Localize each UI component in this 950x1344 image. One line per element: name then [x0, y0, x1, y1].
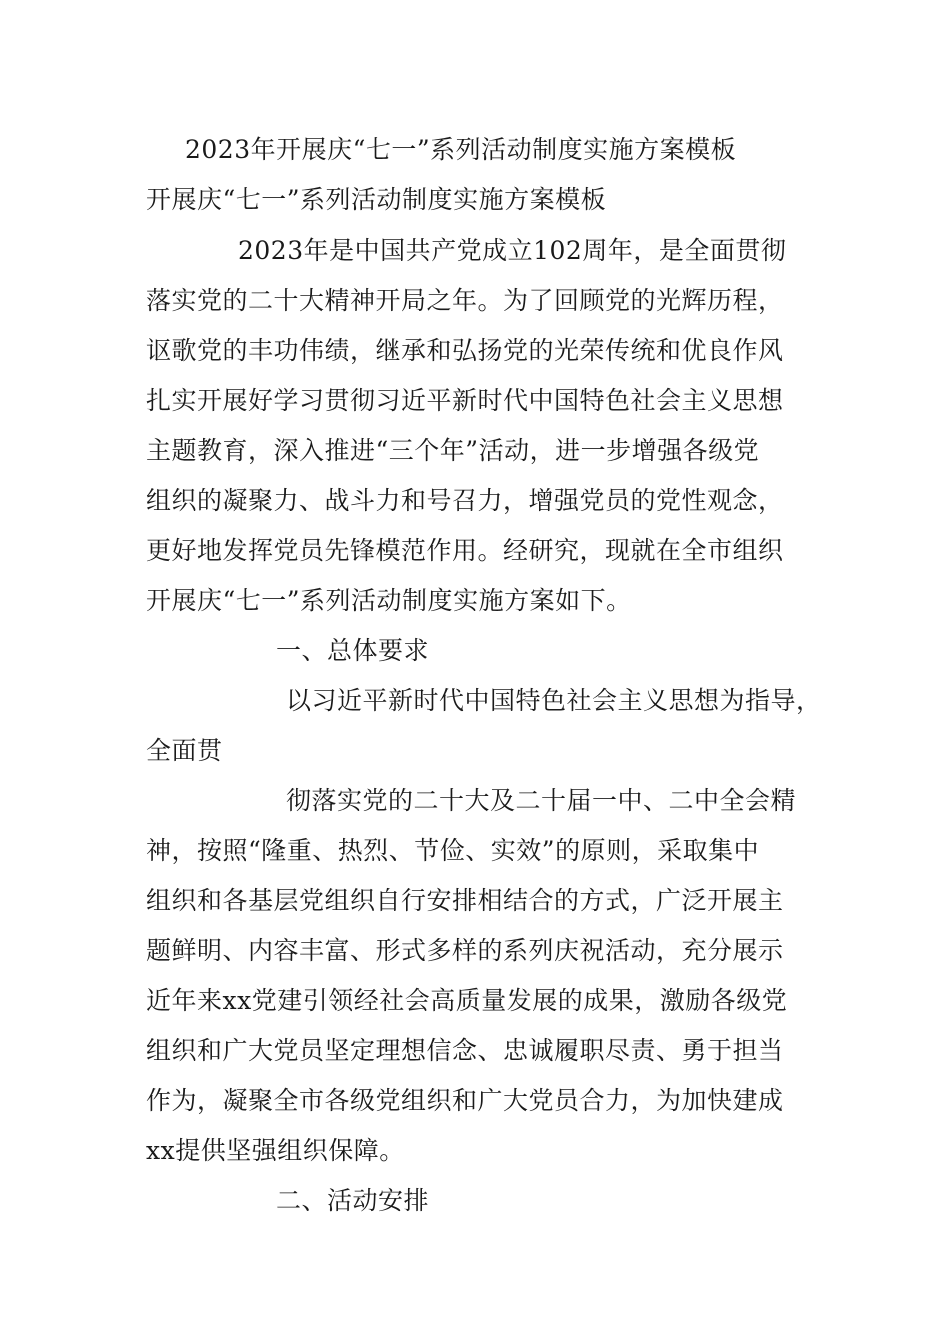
section1-line: 彻落实党的二十大及二十届一中、二中全会精 [286, 786, 797, 815]
intro-line: 落实党的二十大精神开局之年。为了回顾党的光辉历程， [146, 286, 784, 315]
section1-line: 以习近平新时代中国特色社会主义思想为指导， [286, 686, 822, 715]
section1-line: 神，按照“隆重、热烈、节俭、实效”的原则，采取集中 [146, 836, 760, 865]
document-title: 2023年开展庆“七一”系列活动制度实施方案模板 [185, 135, 737, 164]
section1-line: 作为，凝聚全市各级党组织和广大党员合力，为加快建成 [146, 1086, 784, 1115]
section-heading-general-requirements: 一、总体要求 [276, 636, 430, 665]
intro-line: 2023年是中国共产党成立102周年，是全面贯彻 [238, 236, 787, 265]
section1-line: 近年来xx党建引领经社会高质量发展的成果，激励各级党 [146, 986, 788, 1015]
section1-line: 组织和各基层党组织自行安排相结合的方式，广泛开展主 [146, 886, 784, 915]
section1-line: 题鲜明、内容丰富、形式多样的系列庆祝活动，充分展示 [146, 936, 784, 965]
intro-line: 讴歌党的丰功伟绩，继承和弘扬党的光荣传统和优良作风 [146, 336, 784, 365]
document-subtitle: 开展庆“七一”系列活动制度实施方案模板 [146, 185, 607, 214]
section1-line: xx提供坚强组织保障。 [146, 1136, 405, 1165]
section1-line: 组织和广大党员坚定理想信念、忠诚履职尽责、勇于担当 [146, 1036, 784, 1065]
intro-line: 扎实开展好学习贯彻习近平新时代中国特色社会主义思想 [146, 386, 784, 415]
intro-line: 开展庆“七一”系列活动制度实施方案如下。 [146, 586, 632, 615]
section-heading-activity-arrangements: 二、活动安排 [276, 1186, 430, 1215]
intro-line: 组织的凝聚力、战斗力和号召力，增强党员的党性观念， [146, 486, 784, 515]
intro-line: 更好地发挥党员先锋模范作用。经研究，现就在全市组织 [146, 536, 784, 565]
intro-line: 主题教育，深入推进“三个年”活动，进一步增强各级党 [146, 436, 760, 465]
section1-line: 全面贯 [146, 736, 223, 765]
